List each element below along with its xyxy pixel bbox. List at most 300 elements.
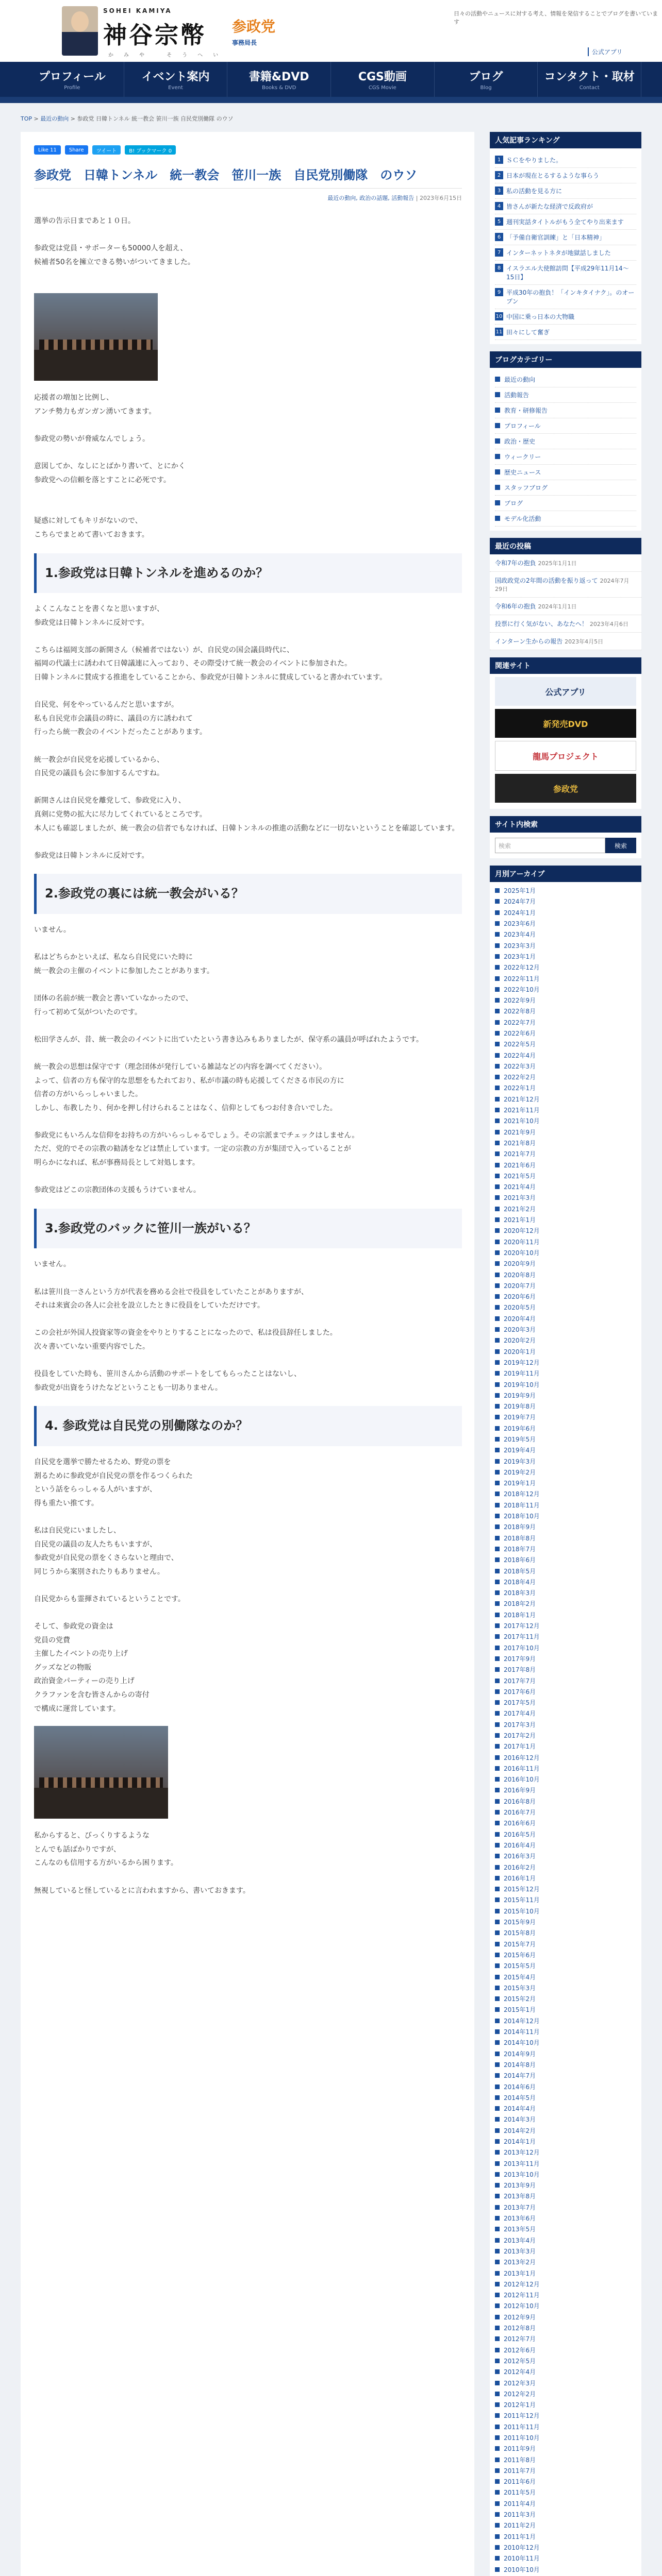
- archive-item[interactable]: [495, 2257, 636, 2267]
- archive-label[interactable]: 2015年9月: [504, 1919, 536, 1926]
- archive-item[interactable]: [495, 1269, 636, 1280]
- archive-label[interactable]: 2013年2月: [504, 2259, 536, 2266]
- archive-label[interactable]: 2021年6月: [504, 1161, 536, 1169]
- archive-item[interactable]: [495, 1993, 636, 2004]
- archive-label[interactable]: 2016年10月: [504, 1776, 540, 1784]
- archive-label[interactable]: 2021年2月: [504, 1205, 536, 1213]
- archive-label[interactable]: 2019年1月: [504, 1480, 536, 1487]
- archive-item[interactable]: [495, 1291, 636, 1302]
- archive-label[interactable]: 2014年3月: [504, 2116, 536, 2124]
- archive-item[interactable]: [495, 1204, 636, 1214]
- archive-label[interactable]: 2022年7月: [504, 1019, 536, 1026]
- archive-item[interactable]: [495, 1620, 636, 1631]
- archive-item[interactable]: [495, 1686, 636, 1697]
- logo-romaji[interactable]: SOHEI KAMIYA: [103, 7, 172, 14]
- archive-item[interactable]: [495, 2026, 636, 2037]
- archive-label[interactable]: 2012年1月: [504, 2401, 536, 2409]
- archive-item[interactable]: [495, 2048, 636, 2059]
- breadcrumb-home[interactable]: TOP: [21, 115, 32, 122]
- archive-item[interactable]: [495, 1181, 636, 1192]
- archive-item[interactable]: [495, 2377, 636, 2388]
- archive-label[interactable]: 2023年1月: [504, 953, 536, 960]
- archive-item[interactable]: [495, 2279, 636, 2290]
- archive-label[interactable]: 2011年5月: [504, 2489, 536, 2497]
- archive-label[interactable]: 2022年2月: [504, 1074, 536, 1081]
- archive-label[interactable]: 2021年5月: [504, 1172, 536, 1180]
- archive-label[interactable]: 2021年4月: [504, 1183, 536, 1191]
- archive-item[interactable]: [495, 1192, 636, 1203]
- archive-item[interactable]: [495, 1171, 636, 1181]
- category-label[interactable]: 最近の動向: [504, 376, 536, 383]
- ranking-title[interactable]: 中国に乗っ日本の大物職: [506, 313, 575, 320]
- archive-item[interactable]: [495, 1927, 636, 1938]
- archive-label[interactable]: 2020年11月: [504, 1238, 540, 1246]
- site-logo-name[interactable]: 神谷宗幣: [103, 21, 206, 49]
- archive-item[interactable]: [495, 940, 636, 951]
- archive-label[interactable]: 2021年9月: [504, 1128, 536, 1136]
- archive-item[interactable]: [495, 1719, 636, 1730]
- sanseito-banner[interactable]: 参政党: [495, 774, 636, 803]
- archive-label[interactable]: 2015年8月: [504, 1929, 536, 1937]
- archive-label[interactable]: 2011年1月: [504, 2533, 536, 2540]
- archive-label[interactable]: 2020年2月: [504, 1337, 536, 1345]
- archive-item[interactable]: [495, 2180, 636, 2191]
- archive-label[interactable]: 2013年9月: [504, 2182, 536, 2190]
- archive-item[interactable]: [495, 1664, 636, 1675]
- category-label[interactable]: 政治・歴史: [504, 438, 536, 445]
- archive-item[interactable]: [495, 1115, 636, 1126]
- archive-item[interactable]: [495, 1631, 636, 1642]
- archive-label[interactable]: 2020年8月: [504, 1271, 536, 1279]
- archive-item[interactable]: [495, 1950, 636, 1960]
- archive-item[interactable]: [495, 1236, 636, 1247]
- archive-item[interactable]: [495, 1675, 636, 1686]
- archive-item[interactable]: [495, 1225, 636, 1236]
- ranking-title[interactable]: ＳＣをやりました。: [506, 157, 562, 164]
- archive-label[interactable]: 2018年1月: [504, 1611, 536, 1619]
- archive-label[interactable]: 2017年3月: [504, 1721, 536, 1728]
- archive-label[interactable]: 2013年12月: [504, 2149, 540, 2157]
- archive-label[interactable]: 2019年4月: [504, 1447, 536, 1454]
- archive-item[interactable]: [495, 1368, 636, 1379]
- archive-item[interactable]: [495, 1796, 636, 1807]
- archive-label[interactable]: 2012年12月: [504, 2280, 540, 2288]
- archive-label[interactable]: 2011年2月: [504, 2522, 536, 2530]
- archive-item[interactable]: [495, 1917, 636, 1927]
- archive-item[interactable]: [495, 2081, 636, 2092]
- nav-item-1[interactable]: [124, 62, 228, 97]
- ranking-item[interactable]: [495, 199, 636, 214]
- ranking-title[interactable]: 日本が現在とるするような事らう: [506, 172, 600, 179]
- archive-label[interactable]: 2011年9月: [504, 2445, 536, 2453]
- archive-label[interactable]: 2011年7月: [504, 2467, 536, 2475]
- category-label[interactable]: スタッフブログ: [504, 484, 548, 492]
- category-label[interactable]: 活動報告: [504, 392, 529, 399]
- latest-post-title[interactable]: 国政政党の2年間の活動を振り返って: [495, 577, 598, 584]
- category-item[interactable]: [495, 403, 636, 418]
- archive-label[interactable]: 2011年6月: [504, 2478, 536, 2486]
- archive-label[interactable]: 2015年12月: [504, 1886, 540, 1893]
- archive-label[interactable]: 2019年12月: [504, 1359, 540, 1366]
- ranking-item[interactable]: [495, 309, 636, 325]
- archive-item[interactable]: [495, 1840, 636, 1851]
- archive-item[interactable]: [495, 2399, 636, 2410]
- archive-label[interactable]: 2017年4月: [504, 1710, 536, 1718]
- archive-item[interactable]: [495, 2323, 636, 2333]
- archive-label[interactable]: 2018年2月: [504, 1600, 536, 1608]
- archive-label[interactable]: 2018年5月: [504, 1567, 536, 1575]
- archive-label[interactable]: 2014年6月: [504, 2083, 536, 2091]
- archive-item[interactable]: [495, 1653, 636, 1664]
- archive-item[interactable]: [495, 1763, 636, 1774]
- archive-label[interactable]: 2021年1月: [504, 1216, 536, 1224]
- archive-item[interactable]: [495, 951, 636, 962]
- archive-label[interactable]: 2015年7月: [504, 1940, 536, 1948]
- archive-label[interactable]: 2019年6月: [504, 1425, 536, 1432]
- archive-item[interactable]: [495, 1741, 636, 1752]
- archive-item[interactable]: [495, 2147, 636, 2158]
- search-button[interactable]: 検索: [605, 838, 636, 853]
- archive-item[interactable]: [495, 1082, 636, 1093]
- archive-label[interactable]: 2023年4月: [504, 931, 536, 939]
- archive-item[interactable]: [495, 2213, 636, 2224]
- archive-label[interactable]: 2012年10月: [504, 2302, 540, 2310]
- archive-label[interactable]: 2021年8月: [504, 1139, 536, 1147]
- archive-label[interactable]: 2016年4月: [504, 1841, 536, 1849]
- party-logo[interactable]: [232, 15, 299, 48]
- archive-item[interactable]: [495, 1258, 636, 1269]
- archive-item[interactable]: [495, 1478, 636, 1488]
- ranking-item[interactable]: [495, 230, 636, 245]
- archive-item[interactable]: [495, 1017, 636, 1028]
- archive-label[interactable]: 2017年10月: [504, 1644, 540, 1652]
- archive-label[interactable]: 2013年10月: [504, 2171, 540, 2178]
- archive-item[interactable]: [495, 2531, 636, 2542]
- archive-item[interactable]: [495, 1554, 636, 1565]
- latest-post-item[interactable]: [490, 572, 641, 598]
- archive-label[interactable]: 2022年3月: [504, 1062, 536, 1070]
- category-label[interactable]: モデル化活動: [504, 515, 541, 522]
- official-app-link[interactable]: 公式アプリ: [588, 47, 623, 56]
- archive-item[interactable]: [495, 984, 636, 995]
- archive-label[interactable]: 2019年10月: [504, 1381, 540, 1388]
- archive-item[interactable]: [495, 2300, 636, 2311]
- archive-label[interactable]: 2012年8月: [504, 2325, 536, 2332]
- archive-label[interactable]: 2010年10月: [504, 2566, 540, 2573]
- archive-label[interactable]: 2016年1月: [504, 1874, 536, 1882]
- archive-item[interactable]: [495, 918, 636, 929]
- archive-item[interactable]: [495, 2235, 636, 2246]
- archive-item[interactable]: [495, 2004, 636, 2015]
- archive-item[interactable]: [495, 1906, 636, 1917]
- ranking-item[interactable]: [495, 168, 636, 183]
- archive-label[interactable]: 2019年11月: [504, 1370, 540, 1378]
- archive-item[interactable]: [495, 995, 636, 1006]
- archive-item[interactable]: [495, 2059, 636, 2070]
- archive-label[interactable]: 2014年10月: [504, 2039, 540, 2047]
- archive-item[interactable]: [495, 1598, 636, 1609]
- ranking-title[interactable]: 皆さんが新たな経済で反政府が: [506, 203, 593, 210]
- nav-item-5[interactable]: [538, 62, 641, 97]
- latest-post-item[interactable]: [490, 615, 641, 633]
- official-app-banner[interactable]: 公式アプリ: [495, 677, 636, 706]
- archive-item[interactable]: [495, 1939, 636, 1950]
- archive-item[interactable]: [495, 2037, 636, 2048]
- archive-label[interactable]: 2012年7月: [504, 2335, 536, 2343]
- archive-label[interactable]: 2022年12月: [504, 964, 540, 972]
- category-item[interactable]: [495, 387, 636, 403]
- archive-label[interactable]: 2021年3月: [504, 1194, 536, 1202]
- ranking-title[interactable]: 平成30年の抱負！「インキタイナク」。のオープン: [506, 289, 635, 305]
- category-item[interactable]: [495, 496, 636, 511]
- archive-label[interactable]: 2020年6月: [504, 1293, 536, 1301]
- archive-label[interactable]: 2018年8月: [504, 1534, 536, 1542]
- archive-item[interactable]: [495, 2191, 636, 2201]
- archive-item[interactable]: [495, 2125, 636, 2136]
- category-label[interactable]: 歴史ニュース: [504, 469, 541, 476]
- archive-label[interactable]: 2014年5月: [504, 2094, 536, 2102]
- category-label[interactable]: ブログ: [504, 500, 523, 507]
- archive-item[interactable]: [495, 1730, 636, 1741]
- archive-item[interactable]: [495, 1072, 636, 1082]
- archive-item[interactable]: [495, 973, 636, 984]
- archive-label[interactable]: 2021年12月: [504, 1095, 540, 1103]
- archive-label[interactable]: 2016年12月: [504, 1754, 540, 1761]
- archive-item[interactable]: [495, 2421, 636, 2432]
- archive-item[interactable]: [495, 2355, 636, 2366]
- archive-item[interactable]: [495, 2553, 636, 2564]
- archive-label[interactable]: 2021年7月: [504, 1150, 536, 1158]
- latest-post-item[interactable]: [490, 633, 641, 650]
- ranking-item[interactable]: [495, 285, 636, 309]
- archive-item[interactable]: [495, 1577, 636, 1587]
- archive-item[interactable]: [495, 1500, 636, 1511]
- archive-label[interactable]: 2012年3月: [504, 2379, 536, 2387]
- ranking-title[interactable]: 「予備自衛官訓練」と「日本精神」: [506, 234, 606, 241]
- archive-label[interactable]: 2011年11月: [504, 2423, 540, 2431]
- archive-item[interactable]: [495, 2443, 636, 2454]
- archive-item[interactable]: [495, 1028, 636, 1039]
- archive-item[interactable]: [495, 1851, 636, 1861]
- archive-label[interactable]: 2013年3月: [504, 2247, 536, 2255]
- archive-item[interactable]: [495, 2333, 636, 2344]
- archive-label[interactable]: 2011年12月: [504, 2412, 540, 2420]
- archive-item[interactable]: [495, 1061, 636, 1072]
- archive-label[interactable]: 2017年12月: [504, 1622, 540, 1630]
- archive-label[interactable]: 2011年10月: [504, 2434, 540, 2442]
- facebook-share-button[interactable]: Share: [65, 145, 88, 155]
- archive-label[interactable]: 2015年6月: [504, 1951, 536, 1959]
- archive-label[interactable]: 2015年5月: [504, 1962, 536, 1970]
- archive-label[interactable]: 2019年9月: [504, 1392, 536, 1399]
- archive-label[interactable]: 2016年3月: [504, 1853, 536, 1860]
- archive-item[interactable]: [495, 2246, 636, 2257]
- archive-label[interactable]: 2013年1月: [504, 2269, 536, 2277]
- archive-item[interactable]: [495, 1884, 636, 1894]
- archive-label[interactable]: 2022年11月: [504, 975, 540, 982]
- archive-item[interactable]: [495, 1642, 636, 1653]
- archive-item[interactable]: [495, 1401, 636, 1412]
- ranking-item[interactable]: [495, 152, 636, 168]
- archive-item[interactable]: [495, 1302, 636, 1313]
- latest-post-item[interactable]: [490, 598, 641, 615]
- archive-item[interactable]: [495, 2136, 636, 2147]
- archive-item[interactable]: [495, 2388, 636, 2399]
- archive-item[interactable]: [495, 1280, 636, 1291]
- archive-item[interactable]: [495, 1455, 636, 1466]
- archive-label[interactable]: 2018年7月: [504, 1545, 536, 1553]
- archive-label[interactable]: 2020年10月: [504, 1249, 540, 1257]
- archive-item[interactable]: [495, 2092, 636, 2103]
- archive-item[interactable]: [495, 2410, 636, 2421]
- category-label[interactable]: プロフィール: [504, 422, 541, 430]
- archive-label[interactable]: 2017年5月: [504, 1699, 536, 1707]
- archive-label[interactable]: 2016年8月: [504, 1798, 536, 1805]
- tweet-button[interactable]: ツイート: [92, 145, 121, 155]
- archive-label[interactable]: 2020年5月: [504, 1304, 536, 1312]
- archive-label[interactable]: 2020年9月: [504, 1260, 536, 1268]
- archive-item[interactable]: [495, 907, 636, 918]
- article-categories[interactable]: 最近の動向, 政治の話題, 活動報告: [327, 195, 415, 201]
- archive-item[interactable]: [495, 1533, 636, 1544]
- archive-item[interactable]: [495, 1544, 636, 1554]
- latest-post-title[interactable]: 令和7年の抱負: [495, 560, 536, 567]
- category-item[interactable]: [495, 434, 636, 449]
- archive-item[interactable]: [495, 1127, 636, 1138]
- archive-item[interactable]: [495, 1511, 636, 1521]
- archive-label[interactable]: 2022年10月: [504, 986, 540, 993]
- archive-item[interactable]: [495, 1861, 636, 1872]
- archive-item[interactable]: [495, 2520, 636, 2531]
- archive-label[interactable]: 2013年4月: [504, 2236, 536, 2244]
- archive-item[interactable]: [495, 1138, 636, 1148]
- category-label[interactable]: 教育・研修報告: [504, 407, 548, 414]
- archive-label[interactable]: 2017年8月: [504, 1666, 536, 1674]
- archive-item[interactable]: [495, 1467, 636, 1478]
- archive-label[interactable]: 2020年7月: [504, 1282, 536, 1290]
- archive-item[interactable]: [495, 2312, 636, 2323]
- archive-item[interactable]: [495, 1335, 636, 1346]
- archive-label[interactable]: 2020年4月: [504, 1315, 536, 1323]
- archive-label[interactable]: 2014年9月: [504, 2050, 536, 2058]
- latest-post-title[interactable]: インターン生からの報告: [495, 638, 563, 645]
- archive-item[interactable]: [495, 1390, 636, 1401]
- archive-item[interactable]: [495, 2498, 636, 2509]
- archive-label[interactable]: 2023年3月: [504, 942, 536, 950]
- archive-item[interactable]: [495, 2487, 636, 2498]
- category-label[interactable]: ウィークリー: [504, 453, 541, 461]
- archive-label[interactable]: 2022年4月: [504, 1052, 536, 1059]
- archive-label[interactable]: 2021年11月: [504, 1107, 540, 1114]
- archive-label[interactable]: 2018年10月: [504, 1513, 540, 1520]
- archive-label[interactable]: 2016年5月: [504, 1831, 536, 1838]
- archive-label[interactable]: 2020年12月: [504, 1227, 540, 1235]
- archive-item[interactable]: [495, 1982, 636, 1993]
- archive-label[interactable]: 2015年1月: [504, 2006, 536, 2014]
- archive-label[interactable]: 2013年6月: [504, 2215, 536, 2223]
- archive-item[interactable]: [495, 1818, 636, 1828]
- latest-post-title[interactable]: 投票に行く気がない、あなたへ！: [495, 620, 588, 628]
- latest-post-item[interactable]: [490, 554, 641, 572]
- archive-label[interactable]: 2018年12月: [504, 1490, 540, 1498]
- ranking-title[interactable]: 田々にして奮ぎ: [506, 329, 550, 336]
- archive-item[interactable]: [495, 1521, 636, 1532]
- archive-label[interactable]: 2013年8月: [504, 2193, 536, 2200]
- archive-item[interactable]: [495, 2542, 636, 2553]
- facebook-like-button[interactable]: Like 11: [34, 145, 61, 155]
- archive-item[interactable]: [495, 1159, 636, 1170]
- archive-item[interactable]: [495, 929, 636, 940]
- archive-label[interactable]: 2015年10月: [504, 1907, 540, 1915]
- hatena-bookmark-button[interactable]: B! ブックマーク 0: [125, 145, 176, 155]
- archive-item[interactable]: [495, 1445, 636, 1455]
- archive-label[interactable]: 2014年8月: [504, 2061, 536, 2069]
- archive-item[interactable]: [495, 1039, 636, 1049]
- archive-label[interactable]: 2018年6月: [504, 1556, 536, 1564]
- latest-post-title[interactable]: 令和6年の抱負: [495, 603, 536, 610]
- ranking-title[interactable]: 週刊実話タイトルがもう全てやり出来ます: [506, 218, 624, 226]
- ranking-title[interactable]: 私の活動を見る方に: [506, 188, 562, 195]
- archive-item[interactable]: [495, 1785, 636, 1795]
- archive-label[interactable]: 2014年4月: [504, 2105, 536, 2113]
- nav-item-3[interactable]: [331, 62, 435, 97]
- archive-label[interactable]: 2017年2月: [504, 1732, 536, 1739]
- archive-label[interactable]: 2019年8月: [504, 1403, 536, 1411]
- archive-item[interactable]: [495, 962, 636, 973]
- archive-label[interactable]: 2015年3月: [504, 1984, 536, 1992]
- archive-item[interactable]: [495, 1357, 636, 1368]
- archive-label[interactable]: 2010年12月: [504, 2544, 540, 2551]
- archive-label[interactable]: 2016年6月: [504, 1820, 536, 1827]
- archive-item[interactable]: [495, 2366, 636, 2377]
- archive-item[interactable]: [495, 1565, 636, 1576]
- archive-item[interactable]: [495, 1094, 636, 1105]
- archive-item[interactable]: [495, 2454, 636, 2465]
- archive-item[interactable]: [495, 1774, 636, 1785]
- ranking-item[interactable]: [495, 183, 636, 199]
- archive-label[interactable]: 2012年9月: [504, 2313, 536, 2321]
- archive-item[interactable]: [495, 2465, 636, 2476]
- archive-label[interactable]: 2015年4月: [504, 1973, 536, 1981]
- archive-label[interactable]: 2017年6月: [504, 1688, 536, 1696]
- archive-item[interactable]: [495, 1346, 636, 1357]
- archive-item[interactable]: [495, 2169, 636, 2180]
- archive-item[interactable]: [495, 2564, 636, 2574]
- archive-label[interactable]: 2011年8月: [504, 2456, 536, 2464]
- search-input[interactable]: 検索: [495, 838, 605, 853]
- breadcrumb-category[interactable]: 最近の動向: [40, 115, 69, 122]
- nav-item-2[interactable]: [227, 62, 331, 97]
- archive-label[interactable]: 2012年6月: [504, 2346, 536, 2354]
- archive-item[interactable]: [495, 2015, 636, 2026]
- archive-item[interactable]: [495, 1971, 636, 1982]
- category-item[interactable]: [495, 372, 636, 387]
- archive-label[interactable]: 2023年6月: [504, 920, 536, 928]
- archive-label[interactable]: 2015年11月: [504, 1896, 540, 1904]
- archive-item[interactable]: [495, 2344, 636, 2355]
- archive-label[interactable]: 2018年9月: [504, 1523, 536, 1531]
- archive-item[interactable]: [495, 1697, 636, 1708]
- category-item[interactable]: [495, 480, 636, 496]
- nav-item-0[interactable]: [21, 62, 124, 97]
- archive-item[interactable]: [495, 2158, 636, 2168]
- archive-label[interactable]: 2022年8月: [504, 1008, 536, 1015]
- archive-label[interactable]: 2015年2月: [504, 1995, 536, 2003]
- archive-item[interactable]: [495, 2070, 636, 2081]
- archive-label[interactable]: 2021年10月: [504, 1117, 540, 1125]
- archive-item[interactable]: [495, 1807, 636, 1818]
- ranking-item[interactable]: [495, 214, 636, 230]
